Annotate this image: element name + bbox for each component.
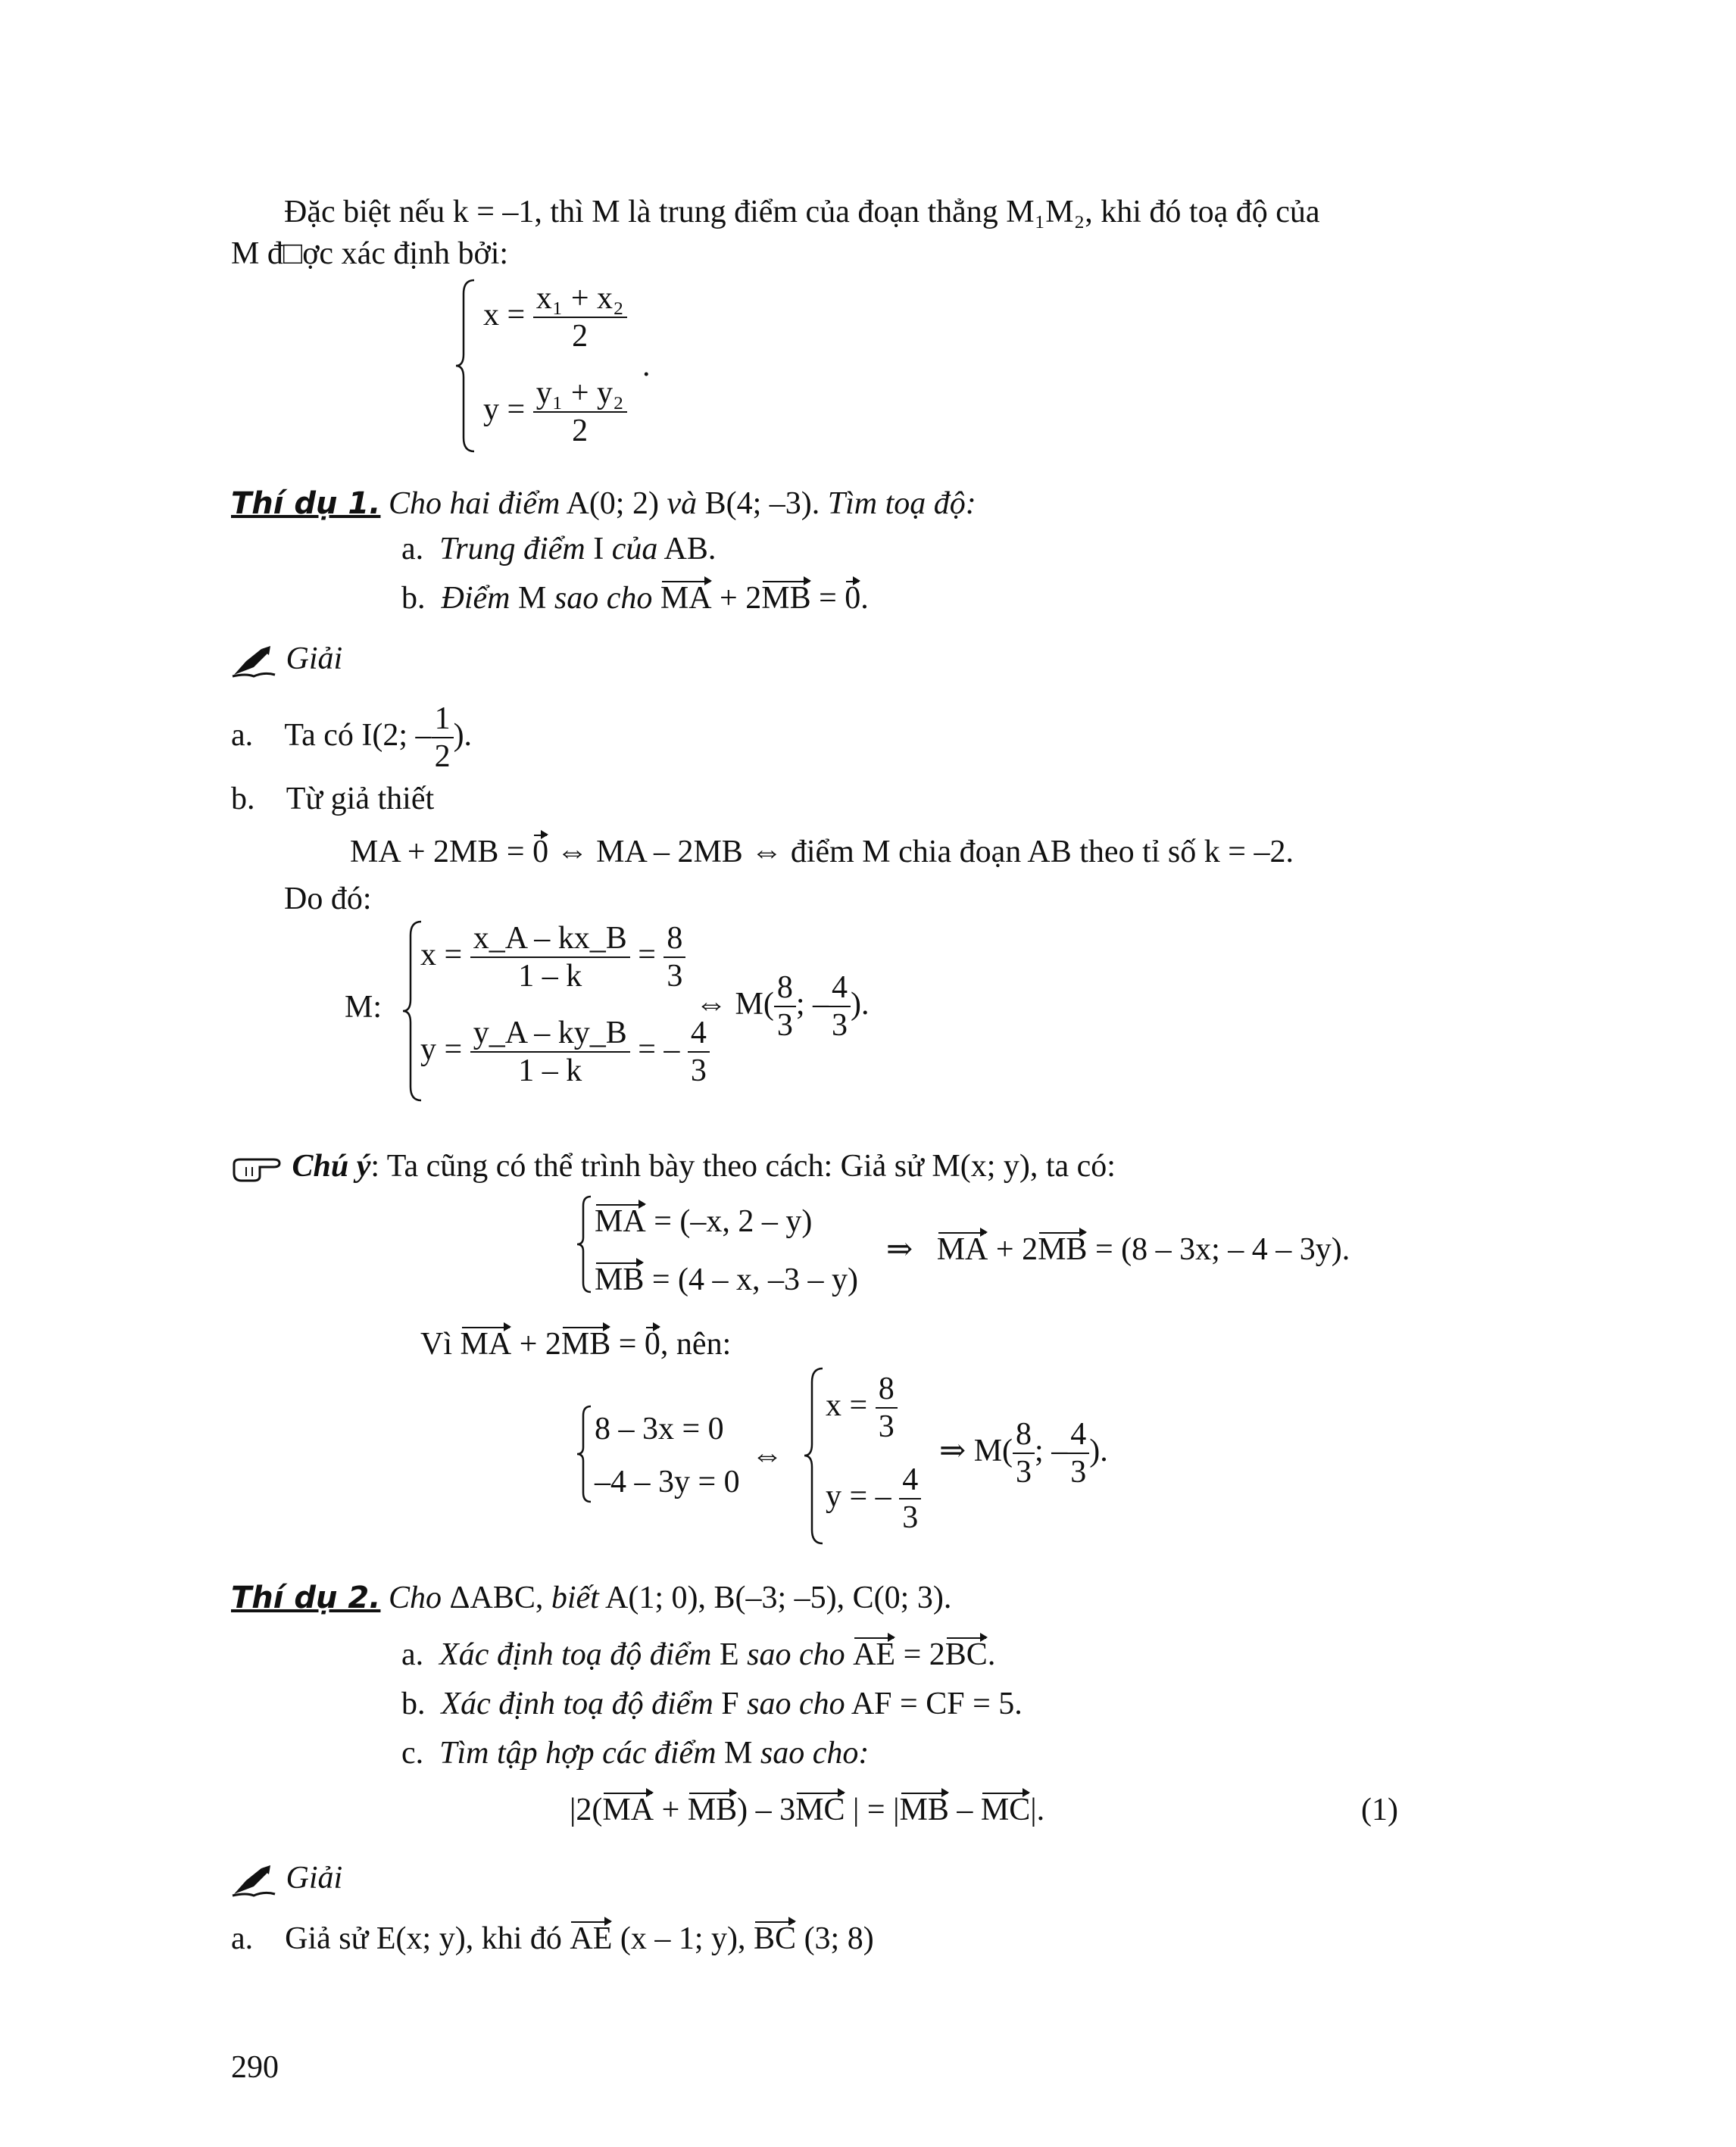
page-number: 290 — [231, 2050, 279, 2085]
m-label: M: — [345, 990, 382, 1025]
example-1-item-a: a. Trung điểm I của AB. — [401, 532, 717, 566]
linear-eq-2: –4 – 3y = 0 — [595, 1465, 740, 1499]
solved-x: x = $\frac{8}{3}$ — [826, 1371, 898, 1446]
since-condition: Vì MA + 2MB = 0, nên: — [420, 1325, 731, 1363]
solved-y: y = – $\frac{4}{3}$ — [826, 1462, 921, 1537]
intro-line-1: Đặc biệt nếu k = –1, thì M là trung điểm của đoạn thẳng M₁M₂, khi đó toạ độ của — [284, 195, 1320, 229]
section-formula-y: y = $\frac{y\_A - ky\_B}{1 - k}$ = – $\frac{4}{3}$ — [420, 1015, 710, 1090]
example-2-statement: Thí dụ 2. Cho ΔABC, biết A(1; 0), B(–3; –5), C(0; 3). — [231, 1581, 952, 1615]
midpoint-x-formula: x = $\frac{\text{x₁ + x₂}}{2}$ — [483, 280, 627, 355]
vector-ma-coords: MA = (–x, 2 – y) — [595, 1203, 812, 1240]
intro-line-2: M đ□ợc xác định bởi: — [231, 236, 509, 271]
example-2-heading: Thí dụ 2. — [231, 1581, 381, 1615]
section-formula-x: x = $\frac{x\_A - kx\_B}{1 - k}$ = $\frac{8}{3}$ — [420, 920, 685, 995]
solution-1-b: b. Từ giả thiết — [231, 782, 435, 816]
note-line: Chú ý: Ta cũng có thể trình bày theo cách: Giả sử M(x; y), ta có: — [231, 1147, 1116, 1185]
example-2-equation: |2(MA + MB) – 3MC | = |MB – MC|. — [570, 1791, 1044, 1829]
example-1-heading: Thí dụ 1. — [231, 486, 381, 521]
vector-sum-coords: ⇒ MA + 2MB = (8 – 3x; – 4 – 3y). — [886, 1231, 1350, 1269]
note-result: ⇒ M( $\frac{8}{3}$ ; – $\frac{4}{3}$ ). — [939, 1417, 1108, 1490]
equivalence-sign: ⇔ — [751, 1438, 783, 1473]
midpoint-y-formula: y = $\frac{\text{y₁ + y₂}}{2}$ — [483, 375, 627, 450]
solution-1-a: a. Ta có I(2; – $\frac{1}{2}$ ). — [231, 701, 473, 775]
solution-1-result: ⇔ M( $\frac{8}{3}$ ; – $\frac{4}{3}$ ). — [695, 970, 870, 1044]
equation-number: (1) — [1361, 1793, 1398, 1827]
pointing-hand-icon — [231, 1153, 284, 1184]
solution-2-label: Giải — [231, 1859, 342, 1897]
system-period: . — [642, 348, 651, 383]
left-brace — [454, 279, 477, 453]
example-2-item-c: c. Tìm tập hợp các điểm M sao cho: — [401, 1736, 870, 1771]
pen-writing-icon — [231, 1864, 278, 1897]
pen-writing-icon — [231, 644, 278, 678]
example-1-item-b: b. Điểm M sao cho MA + 2MB = 0. — [401, 579, 869, 617]
example-2-item-a: a. Xác định toạ độ điểm E sao cho AE = 2BC. — [401, 1636, 995, 1674]
vector-mb-coords: MB = (4 – x, –3 – y) — [595, 1261, 858, 1299]
left-brace — [803, 1367, 826, 1545]
left-brace — [576, 1405, 594, 1503]
solution-1-equation: MA + 2MB = 0 ⇔ MA – 2MB ⇔ điểm M chia đoạn AB theo tỉ số k = –2. — [350, 833, 1294, 871]
do-do-text: Do đó: — [284, 882, 372, 916]
left-brace — [576, 1195, 594, 1294]
example-1-statement: Thí dụ 1. Cho hai điểm A(0; 2) và B(4; –3). Tìm toạ độ: — [231, 486, 976, 521]
example-2-item-b: b. Xác định toạ độ điểm F sao cho AF = CF = 5. — [401, 1687, 1023, 1721]
solution-2-a: a. Giả sử E(x; y), khi đó AE (x – 1; y), BC (3; 8) — [231, 1920, 874, 1958]
solution-1-label: Giải — [231, 640, 342, 678]
linear-eq-1: 8 – 3x = 0 — [595, 1412, 724, 1446]
